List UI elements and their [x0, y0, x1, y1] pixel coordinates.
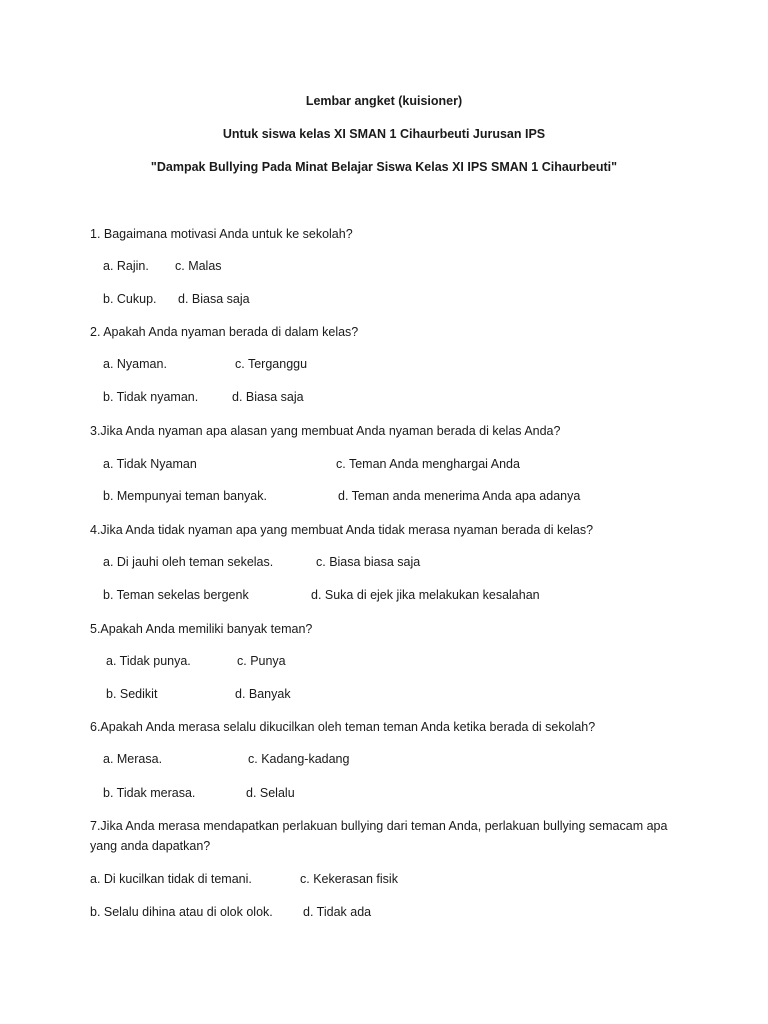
q1-option-a: a. Rajin. — [103, 259, 149, 273]
q5-option-d: d. Banyak — [235, 687, 291, 701]
question-1: 1. Bagaimana motivasi Anda untuk ke sekolah? — [90, 227, 353, 241]
q2-option-b: b. Tidak nyaman. — [103, 390, 199, 404]
q6-option-b: b. Tidak merasa. — [103, 786, 196, 800]
q5-option-a: a. Tidak punya. — [106, 654, 191, 668]
question-4: 4.Jika Anda tidak nyaman apa yang membuat Anda tidak merasa nyaman berada di kelas? — [90, 523, 594, 537]
q7-option-c: c. Kekerasan fisik — [300, 872, 398, 886]
q2-option-d: d. Biasa saja — [232, 390, 304, 404]
q5-option-c: c. Punya — [237, 654, 286, 668]
q2-option-c: c. Terganggu — [235, 357, 308, 371]
q6-option-a: a. Merasa. — [103, 752, 163, 766]
document-title: Lembar angket (kuisioner) — [305, 94, 463, 108]
document-subtitle: Untuk siswa kelas XI SMAN 1 Cihaurbeuti Jurusan IPS — [222, 127, 546, 141]
q7-option-b: b. Selalu dihina atau di olok olok. — [90, 905, 273, 919]
q3-option-b: b. Mempunyai teman banyak. — [103, 489, 267, 503]
q4-option-d: d. Suka di ejek jika melakukan kesalahan — [311, 588, 540, 602]
q1-option-b: b. Cukup. — [103, 292, 157, 306]
q3-option-a: a. Tidak Nyaman — [103, 457, 197, 471]
q3-option-c: c. Teman Anda menghargai Anda — [336, 457, 520, 471]
q4-option-b: b. Teman sekelas bergenk — [103, 588, 249, 602]
q7-option-d: d. Tidak ada — [303, 905, 372, 919]
question-5: 5.Apakah Anda memiliki banyak teman? — [90, 622, 313, 636]
document-topic: "Dampak Bullying Pada Minat Belajar Siswa Kelas XI IPS SMAN 1 Cihaurbeuti" — [150, 160, 618, 174]
q2-option-a: a. Nyaman. — [103, 357, 167, 371]
q4-option-c: c. Biasa biasa saja — [316, 555, 421, 569]
question-7: 7.Jika Anda merasa mendapatkan perlakuan bullying dari teman Anda, perlakuan bullying semacam apa yang anda dapatkan? — [90, 819, 668, 853]
q3-option-d: d. Teman anda menerima Anda apa adanya — [338, 489, 581, 503]
q4-option-a: a. Di jauhi oleh teman sekelas. — [103, 555, 274, 569]
q6-option-c: c. Kadang-kadang — [248, 752, 350, 766]
q7-option-a: a. Di kucilkan tidak di temani. — [90, 872, 252, 886]
question-2: 2. Apakah Anda nyaman berada di dalam kelas? — [90, 325, 359, 339]
q1-option-c: c. Malas — [175, 259, 222, 273]
q1-option-d: d. Biasa saja — [178, 292, 250, 306]
q5-option-b: b. Sedikit — [106, 687, 158, 701]
question-6: 6.Apakah Anda merasa selalu dikucilkan oleh teman teman Anda ketika berada di sekolah? — [90, 720, 596, 734]
question-3: 3.Jika Anda nyaman apa alasan yang membuat Anda nyaman berada di kelas Anda? — [90, 424, 561, 438]
q6-option-d: d. Selalu — [246, 786, 295, 800]
